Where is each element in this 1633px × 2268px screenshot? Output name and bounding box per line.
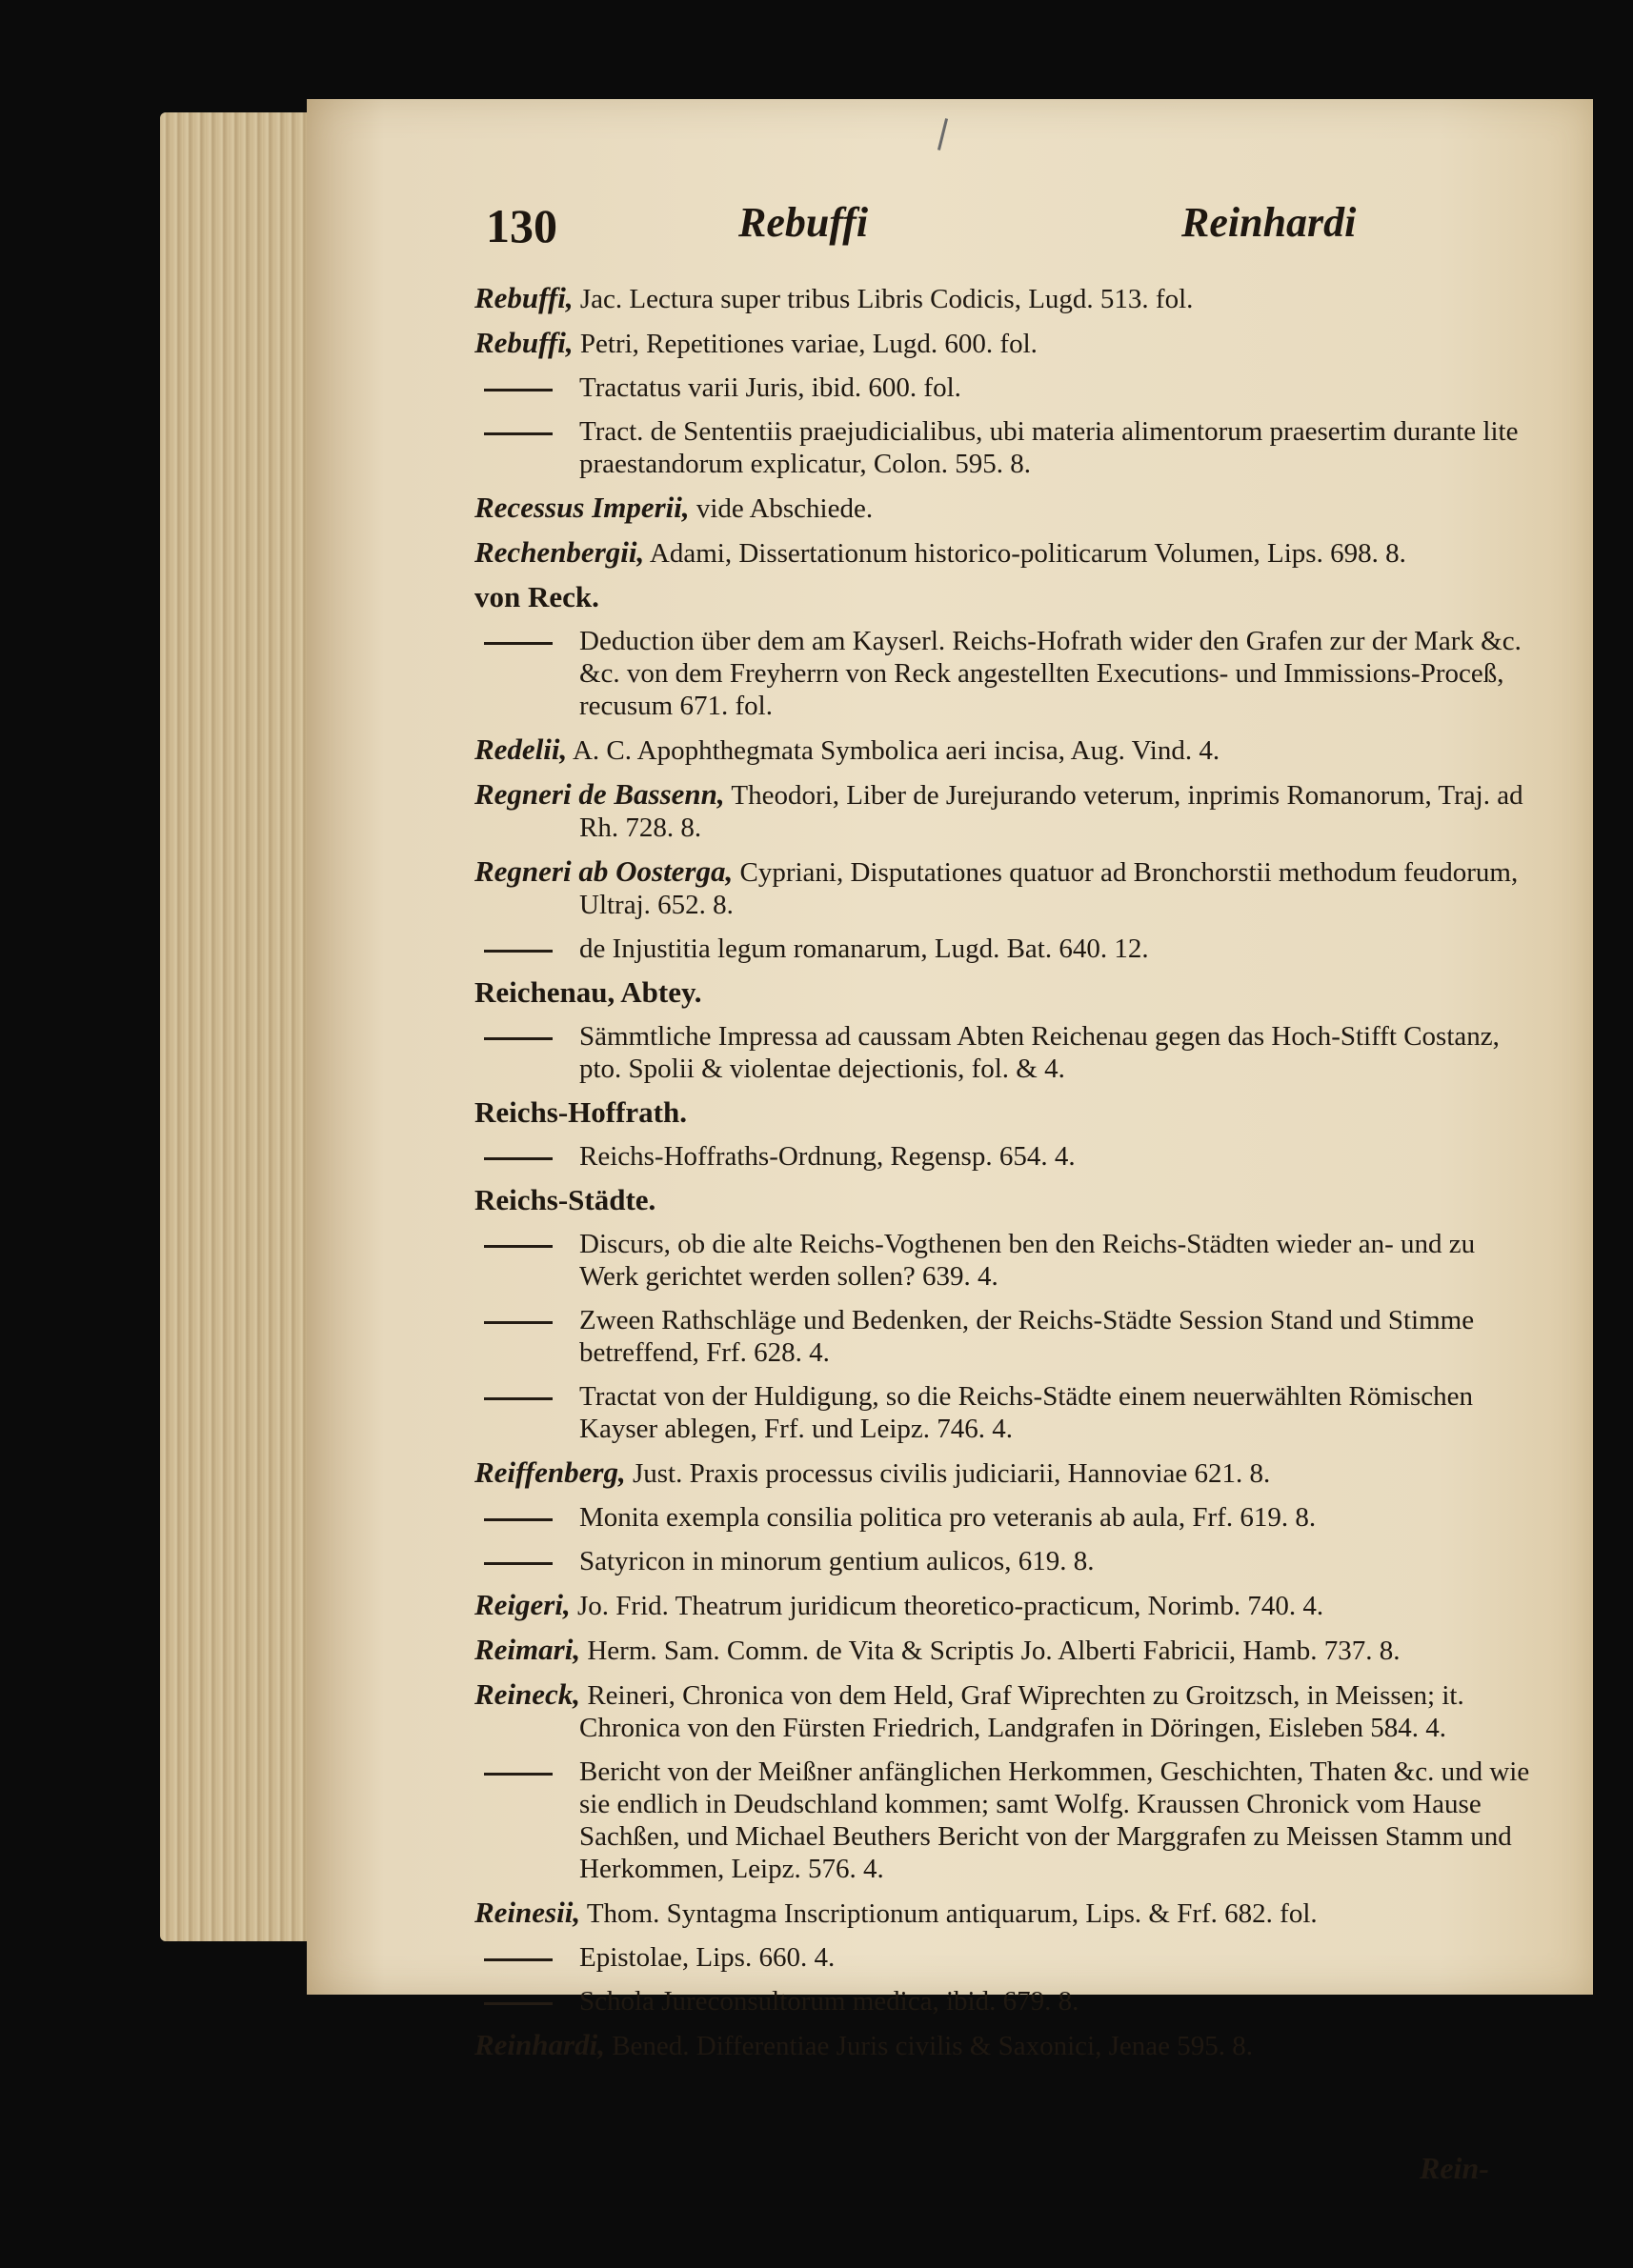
catchword: Rein-: [1420, 2151, 1489, 2185]
entry-continuation: Tractatus varii Juris, ibid. 600. fol.: [474, 371, 1532, 404]
entry-author: [474, 1589, 1532, 1622]
entry-continuation: Reichs-Hoffraths-Ordnung, Regensp. 654. 4.: [474, 1140, 1532, 1173]
entry-author: [474, 1897, 1532, 1930]
bibliography-entries: [474, 282, 1532, 2074]
entry-text: Jac. Lectura super tribus Libris Codicis, Lugd. 513. fol.: [573, 284, 1194, 314]
page-number: 130: [486, 199, 557, 252]
entry-text: Cypriani, Disputationes quatuor ad Bronchorstii methodum feudorum, Ultraj. 652. 8.: [579, 857, 1519, 920]
entry-text: vide Abschiede.: [689, 493, 874, 524]
entry-author: [474, 855, 1532, 921]
author-name: Redelii,: [474, 733, 568, 766]
entry-continuation: de Injustitia legum romanarum, Lugd. Bat. 640. 12.: [474, 933, 1532, 965]
entry-author: [474, 778, 1532, 844]
subject-heading: Reichenau, Abtey.: [474, 975, 702, 1009]
entry-author: [474, 1456, 1532, 1490]
author-name: Regneri de Bassenn,: [474, 777, 725, 811]
author-name: Reigeri,: [474, 1588, 571, 1621]
entry-continuation: Deduction über dem am Kayserl. Reichs-Hofrath wider den Grafen zur der Mark &c. &c. von dem Freyherrn von Reck angestellten Executions- und Immissions-Proceß, recusum 671. fol.: [474, 625, 1532, 722]
author-name: Rechenbergii,: [474, 535, 645, 569]
page-edges: [160, 112, 322, 1941]
entry-text: Herm. Sam. Comm. de Vita & Scriptis Jo. Alberti Fabricii, Hamb. 737. 8.: [580, 1636, 1401, 1666]
entry-author: [474, 327, 1532, 360]
entry-text: Petri, Repetitiones variae, Lugd. 600. fol.: [573, 329, 1038, 359]
entry-text: Adami, Dissertationum historico-politicarum Volumen, Lips. 698. 8.: [644, 538, 1406, 569]
author-name: Reinhardi,: [474, 2028, 605, 2061]
entry-author: [474, 733, 1532, 767]
subject-heading: Reichs-Hoffrath.: [474, 1095, 687, 1129]
subject-heading: von Reck.: [474, 580, 599, 613]
entry-text: Bened. Differentiae Juris civilis & Saxonici, Jenae 595. 8.: [604, 2031, 1253, 2061]
author-name: Rebuffi,: [474, 281, 574, 314]
author-name: Reimari,: [474, 1633, 581, 1666]
author-name: Regneri ab Oosterga,: [474, 854, 734, 888]
entry-text: Thom. Syntagma Inscriptionum antiquarum, Lips. & Frf. 682. fol.: [580, 1898, 1318, 1929]
running-head-right: Reinhardi: [1181, 199, 1357, 246]
entry-continuation: Monita exempla consilia politica pro veteranis ab aula, Frf. 619. 8.: [474, 1501, 1532, 1534]
entry-text: Jo. Frid. Theatrum juridicum theoretico-practicum, Norimb. 740. 4.: [570, 1591, 1324, 1621]
entry-continuation: Satyricon in minorum gentium aulicos, 619. 8.: [474, 1545, 1532, 1577]
subject-heading: Reichs-Städte.: [474, 1183, 656, 1216]
entry-continuation: Epistolae, Lips. 660. 4.: [474, 1941, 1532, 1974]
author-name: Rebuffi,: [474, 326, 574, 359]
entry-author: [474, 2029, 1532, 2062]
entry-continuation: Bericht von der Meißner anfänglichen Herkommen, Geschichten, Thaten &c. und wie sie endlich in Deudschland kommen; samt Wolfg. Kraussen Chronick vom Hause Sachßen, und Michael Beuthers Bericht von der Marggrafen zu Meissen Stamm und Herkommen, Leipz. 576. 4.: [474, 1756, 1532, 1885]
entry-continuation: Sämmtliche Impressa ad caussam Abten Reichenau gegen das Hoch-Stifft Costanz, pto. Spolii & violentae dejectionis, fol. & 4.: [474, 1020, 1532, 1085]
entry-author: [474, 1634, 1532, 1667]
entry-text: Theodori, Liber de Jurejurando veterum, inprimis Romanorum, Traj. ad Rh. 728. 8.: [579, 780, 1523, 843]
entry-author: [474, 536, 1532, 570]
author-name: Reinesii,: [474, 1896, 581, 1929]
author-name: Reineck,: [474, 1677, 581, 1711]
entry-author: [474, 1678, 1532, 1744]
running-head: [486, 198, 1362, 259]
running-head-left: Rebuffi: [738, 199, 869, 246]
entry-continuation: Schola Jureconsultorum medica, ibid. 679. 8.: [474, 1985, 1532, 2017]
author-name: Recessus Imperii,: [474, 491, 690, 524]
entry-continuation: Discurs, ob die alte Reichs-Vogthenen ben den Reichs-Städten wieder an- und zu Werk gerichtet werden sollen? 639. 4.: [474, 1228, 1532, 1293]
entry-author: [474, 492, 1532, 525]
entry-continuation: Tract. de Sententiis praejudicialibus, ubi materia alimentorum praesertim durante lite praestandorum explicatur, Colon. 595. 8.: [474, 415, 1532, 480]
author-name: Reiffenberg,: [474, 1455, 626, 1489]
entry-text: Reineri, Chronica von dem Held, Graf Wiprechten zu Groitzsch, in Meissen; it. Chronica von den Fürsten Friedrich, Landgrafen in Döringen, Eisleben 584. 4.: [579, 1680, 1464, 1743]
entry-continuation: Zween Rathschläge und Bedenken, der Reichs-Städte Session Stand und Stimme betreffend, Frf. 628. 4.: [474, 1304, 1532, 1369]
entry-text: Just. Praxis processus civilis judiciarii, Hannoviae 621. 8.: [625, 1458, 1271, 1489]
entry-author: [474, 282, 1532, 315]
entry-text: A. C. Apophthegmata Symbolica aeri incisa, Aug. Vind. 4.: [567, 735, 1220, 766]
entry-continuation: Tractat von der Huldigung, so die Reichs-Städte einem neuerwählten Römischen Kayser ablegen, Frf. und Leipz. 746. 4.: [474, 1380, 1532, 1445]
